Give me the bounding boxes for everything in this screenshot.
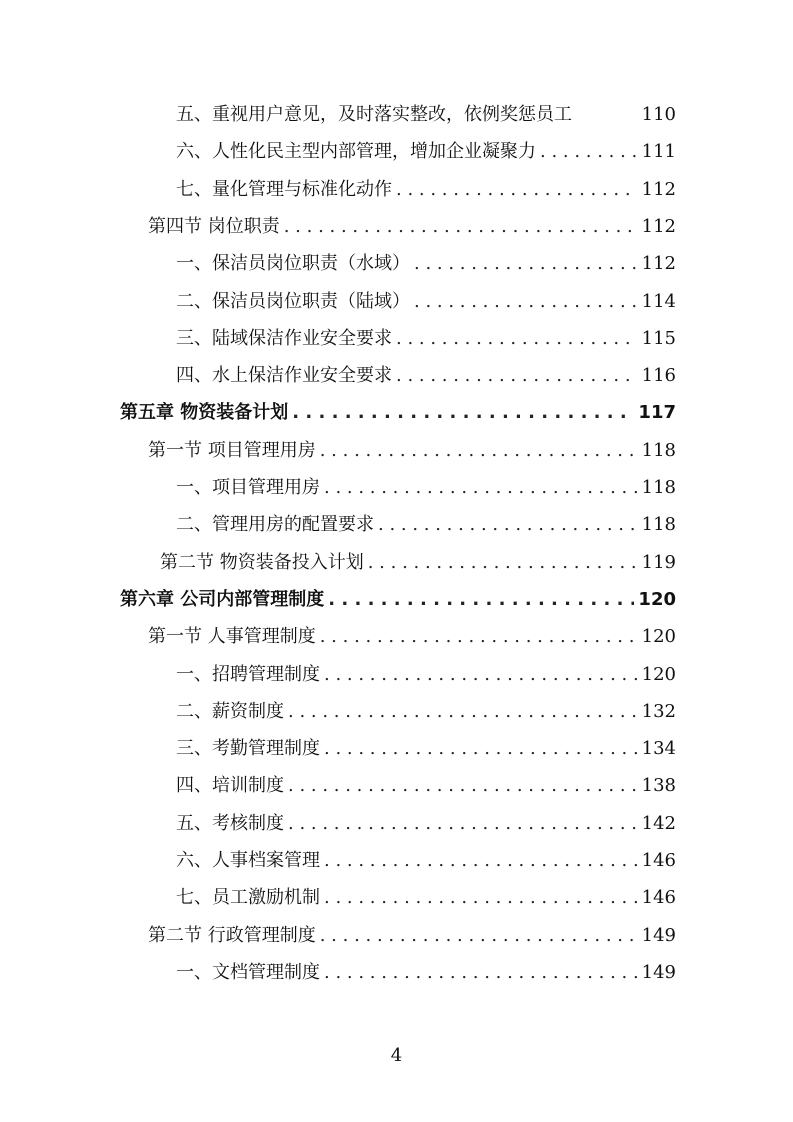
toc-entry-page: 119 <box>641 551 676 573</box>
toc-dot-leader <box>292 398 634 428</box>
toc-dot-leader <box>288 809 638 839</box>
toc-entry-title: 第二节 物资装备投入计划 <box>160 551 364 573</box>
toc-item-entry[interactable] <box>176 473 676 503</box>
toc-entry-title: 六、人性化民主型内部管理，增加企业凝聚力 <box>176 141 536 163</box>
page-number: 4 <box>390 1045 403 1066</box>
toc-entry-title: 二、管理用房的配置要求 <box>176 514 374 536</box>
toc-entry-title: 第二节 行政管理制度 <box>148 924 316 946</box>
toc-entry-page: 118 <box>641 439 676 461</box>
toc-entry-title: 三、陆域保洁作业安全要求 <box>176 327 392 349</box>
toc-dot-leader <box>368 548 638 578</box>
toc-entry-title: 第四节 岗位职责 <box>148 215 280 237</box>
toc-dot-leader <box>414 249 638 279</box>
toc-dot-leader <box>396 361 638 391</box>
toc-entry-page: 112 <box>641 253 676 275</box>
toc-section-entry[interactable] <box>148 436 676 466</box>
toc-section-entry[interactable] <box>148 921 676 951</box>
toc-entry-page: 146 <box>641 887 676 909</box>
toc-entry-title: 一、招聘管理制度 <box>176 663 320 685</box>
toc-entry-title: 四、培训制度 <box>176 775 284 797</box>
toc-item-entry[interactable] <box>176 883 676 913</box>
toc-dot-leader <box>284 212 638 242</box>
toc-dot-leader <box>288 697 638 727</box>
toc-entry-page: 114 <box>641 290 676 312</box>
toc-entry-page: 149 <box>641 924 676 946</box>
toc-entry-title: 一、保洁员岗位职责（水域） <box>176 253 410 275</box>
toc-dot-leader <box>540 137 638 167</box>
toc-entry-title: 四、水上保洁作业安全要求 <box>176 365 392 387</box>
toc-section-entry[interactable] <box>148 622 676 652</box>
toc-dot-leader <box>396 324 638 354</box>
toc-section-entry[interactable] <box>160 548 676 578</box>
toc-dot-leader <box>320 622 638 652</box>
toc-entry-page: 134 <box>641 738 676 760</box>
toc-dot-leader <box>396 175 638 205</box>
toc-entry-title: 二、薪资制度 <box>176 700 284 722</box>
toc-item-entry[interactable] <box>176 809 676 839</box>
toc-entry-page: 142 <box>641 812 676 834</box>
toc-entry-page: 120 <box>641 663 676 685</box>
toc-entry-page: 118 <box>641 514 676 536</box>
toc-section-entry[interactable] <box>148 212 676 242</box>
toc-dot-leader <box>328 585 634 615</box>
toc-dot-leader <box>324 846 638 876</box>
toc-dot-leader <box>378 510 638 540</box>
toc-dot-leader <box>324 883 638 913</box>
toc-dot-leader <box>414 287 638 317</box>
toc-entry-page: 146 <box>641 850 676 871</box>
toc-item-entry[interactable] <box>176 697 676 727</box>
toc-item-entry[interactable] <box>176 137 676 167</box>
toc-entry-title: 第六章 公司内部管理制度 <box>120 588 325 610</box>
toc-entry-title: 第一节 项目管理用房 <box>148 439 316 461</box>
toc-entry-title: 二、保洁员岗位职责（陆域） <box>176 290 410 312</box>
toc-entry-page: 111 <box>641 141 676 163</box>
toc-entry-page: 120 <box>638 588 676 610</box>
toc-entry-title: 七、量化管理与标准化动作 <box>176 178 392 200</box>
toc-entry-page: 132 <box>641 700 676 722</box>
toc-entry-page: 116 <box>641 365 676 387</box>
toc-item-entry[interactable] <box>176 324 676 354</box>
toc-entry-title: 五、考核制度 <box>176 812 284 834</box>
toc-dot-leader <box>324 958 638 988</box>
toc-entry-page: 149 <box>641 961 676 983</box>
toc-item-entry[interactable] <box>176 660 676 690</box>
toc-item-entry[interactable] <box>176 846 676 876</box>
toc-item-entry[interactable] <box>176 771 676 801</box>
toc-entry-page: 112 <box>641 215 676 237</box>
toc-entry-title: 五、重视用户意见，及时落实整改，依例奖惩员工 <box>176 104 572 125</box>
toc-dot-leader <box>324 660 638 690</box>
toc-dot-leader <box>324 473 638 503</box>
toc-entry-title: 六、人事档案管理 <box>176 850 320 871</box>
toc-entry-page: 115 <box>641 327 676 349</box>
toc-entry-title: 三、考勤管理制度 <box>176 738 320 760</box>
toc-entry-title: 第五章 物资装备计划 <box>120 402 289 424</box>
toc-item-entry[interactable] <box>176 249 676 279</box>
toc-dot-leader <box>320 921 638 951</box>
toc-dot-leader <box>288 771 638 801</box>
toc-item-entry[interactable] <box>176 361 676 391</box>
toc-item-entry[interactable] <box>176 175 676 205</box>
toc-entry-page: 112 <box>641 178 676 200</box>
toc-item-entry[interactable] <box>176 510 676 540</box>
toc-entry-page: 118 <box>641 477 676 498</box>
toc-dot-leader <box>320 436 638 466</box>
toc-entry-page: 110 <box>641 104 676 125</box>
toc-dot-leader <box>324 734 638 764</box>
toc-entry-title: 一、文档管理制度 <box>176 961 320 983</box>
toc-item-entry[interactable] <box>176 287 676 317</box>
toc-entry-page: 120 <box>641 626 676 648</box>
toc-item-entry[interactable] <box>176 958 676 988</box>
toc-chapter-entry[interactable] <box>120 585 676 615</box>
toc-entry-page: 117 <box>638 402 676 424</box>
toc-entry-title: 一、项目管理用房 <box>176 477 320 498</box>
toc-item-entry[interactable] <box>176 100 676 130</box>
toc-item-entry[interactable] <box>176 734 676 764</box>
toc-entry-page: 138 <box>641 775 676 797</box>
toc-chapter-entry[interactable] <box>120 398 676 428</box>
toc-entry-title: 七、员工激励机制 <box>176 887 320 909</box>
toc-entry-title: 第一节 人事管理制度 <box>148 626 316 648</box>
